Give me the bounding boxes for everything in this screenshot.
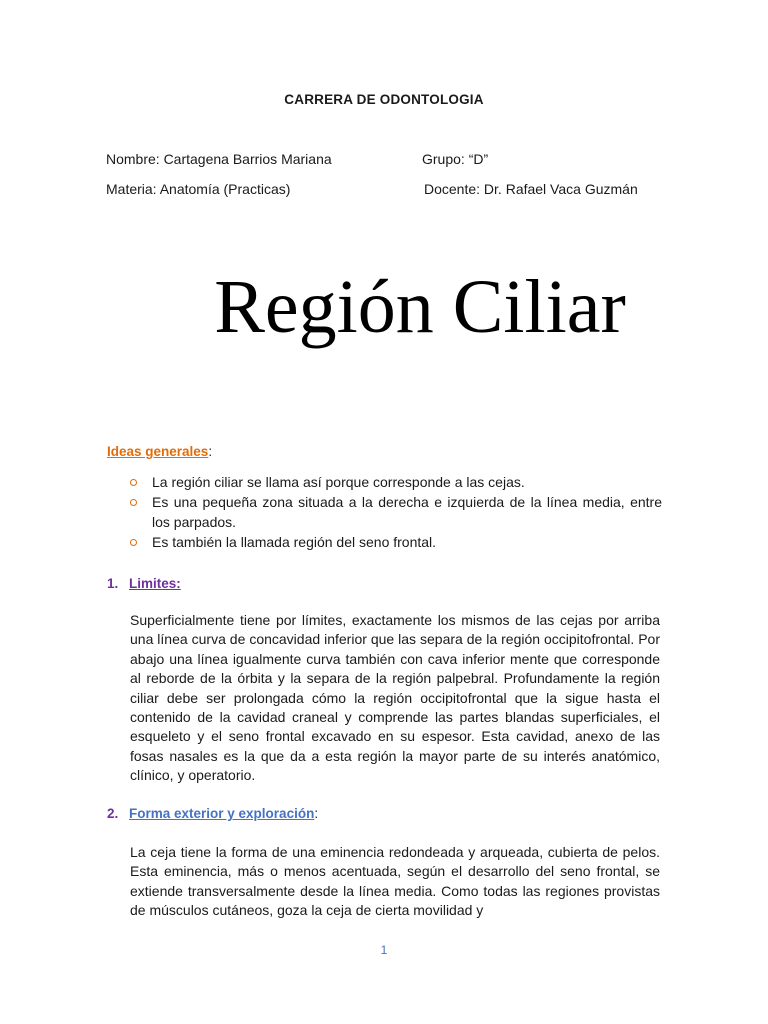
- ideas-heading-colon: :: [208, 444, 213, 459]
- list-item: [130, 492, 662, 532]
- subject-label: Materia: Anatomía (Practicas): [106, 181, 291, 197]
- circle-bullet-icon: [130, 539, 137, 546]
- section-number: 1.: [107, 576, 119, 591]
- list-item-text: La región ciliar se llama así porque corresponde a las cejas.: [152, 474, 525, 490]
- ideas-heading: [107, 444, 212, 459]
- page-number: 1: [380, 943, 388, 957]
- list-item: [130, 472, 662, 492]
- section-heading-limites: [107, 576, 181, 591]
- circle-bullet-icon: [130, 479, 137, 486]
- student-name: Nombre: Cartagena Barrios Mariana: [106, 151, 332, 167]
- group-label: Grupo: “D”: [422, 151, 489, 167]
- list-item-text: Es también la llamada región del seno frontal.: [152, 534, 437, 550]
- list-item: [130, 532, 662, 552]
- section-paragraph-limites: Superficialmente tiene por límites, exactamente los mismos de las cejas por arriba una línea curva de concavidad inferior que las separa de la región occipitofrontal. Por abajo una línea igualmente curva también con cava inferior mente que corresponde al reborde de la órbita y la separa de la región palpebral. Profundamente la región ciliar debe ser prolongada cómo la región occipitofrontal que la sigue hasta el contenido de la cavidad craneal y comprende las partes blandas superficiales, el esqueleto y el seno frontal excavado en su espesor. Esta cavidad, anexo de las fosas nasales es la que da a esta región la mayor parte de su interés anatómico, clínico, y operatorio.: [130, 612, 660, 784]
- document-title: Región Ciliar: [214, 265, 626, 349]
- ideas-heading-label: Ideas generales: [107, 444, 209, 459]
- section-heading-label: Limites:: [129, 576, 181, 591]
- section-number: 2.: [107, 806, 119, 821]
- ideas-list: [130, 472, 662, 552]
- career-title: CARRERA DE ODONTOLOGIA: [284, 92, 484, 107]
- teacher-label: Docente: Dr. Rafael Vaca Guzmán: [424, 181, 638, 197]
- section-heading-colon: :: [314, 806, 319, 821]
- circle-bullet-icon: [130, 499, 137, 506]
- section-heading-label: Forma exterior y exploración: [129, 806, 315, 821]
- section-heading-forma-exterior: [107, 806, 318, 821]
- section-paragraph-forma-exterior: La ceja tiene la forma de una eminencia redondeada y arqueada, cubierta de pelos. Esta eminencia, más o menos acentuada, según el desarrollo del seno frontal, se extiende transversalmente desde la línea media. Como todas las regiones provistas de músculos cutáneos, goza la ceja de cierta movilidad y: [130, 844, 660, 919]
- list-item-text: Es una pequeña zona situada a la derecha e izquierda de la línea media, entre los parpados.: [152, 494, 662, 530]
